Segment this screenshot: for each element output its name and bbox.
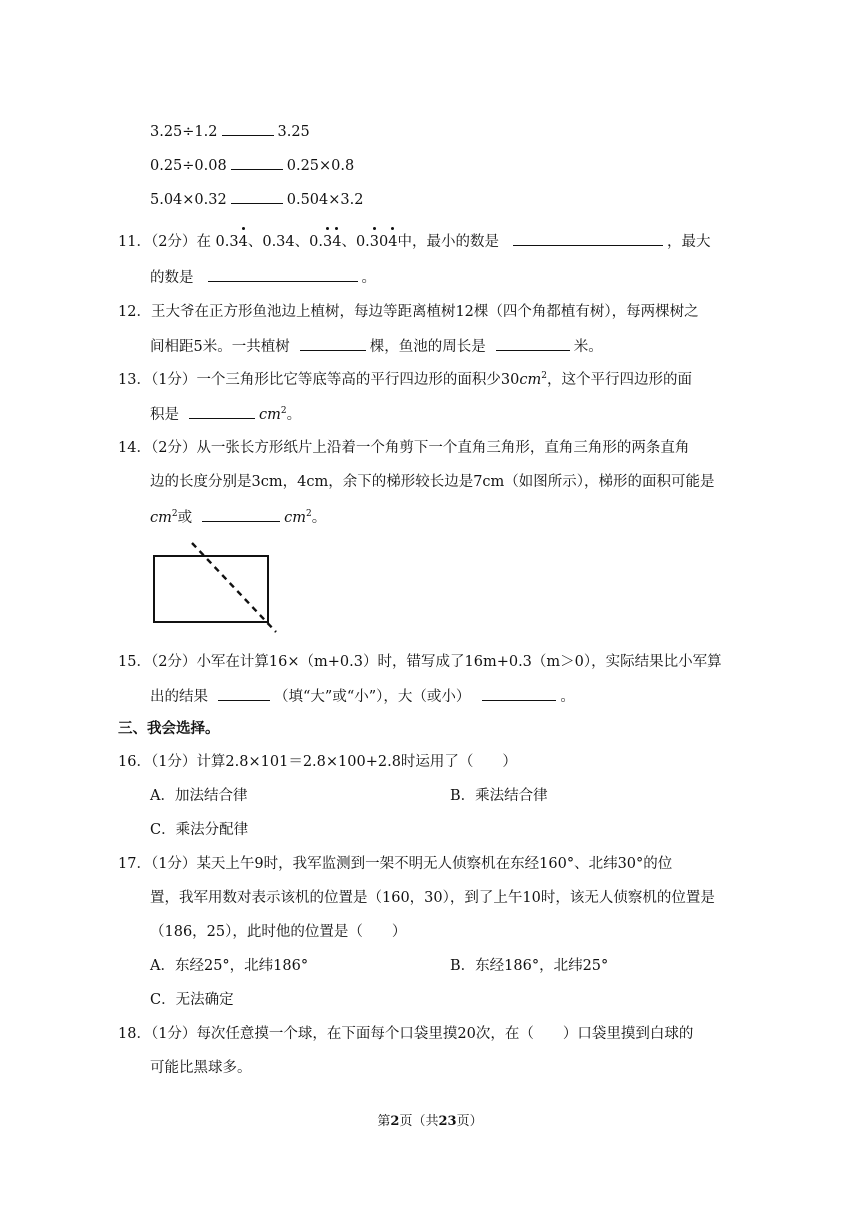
answer-blank[interactable] [231, 189, 283, 204]
footer-text: 第 [377, 1114, 391, 1129]
question-12-line-2 [150, 336, 603, 357]
question-number: 11． [118, 234, 151, 250]
question-text: ，这个平行四边形的面 [547, 372, 692, 388]
answer-blank[interactable] [202, 507, 280, 522]
question-score: （2分） [150, 234, 197, 250]
answer-blank[interactable] [513, 231, 663, 246]
compare-row-1 [150, 121, 310, 142]
question-text: 积是 [150, 407, 179, 423]
question-text: 从一张长方形纸片上沿着一个角剪下一个直角三角形，直角三角形的两条直角 [196, 440, 690, 456]
compare-right: 0.25×0.8 [286, 158, 355, 174]
superscript: 2 [541, 371, 547, 382]
question-text: 的数是 [150, 270, 194, 286]
question-17-line-2: 置，我军用数对表示该机的位置是（160，30），到了上午10时，该无人侦察机的位置是 [150, 890, 715, 906]
question-number: 13． [118, 372, 151, 388]
footer-text: 页） [456, 1114, 483, 1129]
question-15-line-2 [150, 686, 575, 707]
question-text: 某天上午9时，我军监测到一架不明无人侦察机在东经160°、北纬30°的位 [196, 856, 673, 872]
option-a[interactable]: A．加法结合律 [150, 788, 248, 804]
repeating-digit: 4 [388, 234, 398, 250]
unit: cm [284, 510, 306, 526]
question-text: 。 [560, 689, 575, 705]
separator: 、 [294, 234, 310, 250]
number-part: 0. [355, 234, 370, 250]
question-14-line-2 [150, 472, 715, 492]
number-2: 0.34 [262, 234, 295, 250]
question-text: 出的结果 [150, 689, 208, 705]
answer-blank[interactable] [189, 404, 255, 419]
question-13-line-1 [118, 370, 692, 390]
question-text: 。 [286, 407, 302, 423]
repeating-digit: 3 [322, 234, 333, 250]
question-text: 或 [177, 510, 193, 526]
compare-right: 0.504×3.2 [286, 192, 364, 208]
question-text: 中，最小的数是 [397, 234, 499, 250]
question-text: 计算2.8×101＝2.8×100+2.8时运用了（ ） [196, 754, 517, 770]
question-number: 14． [118, 440, 151, 456]
separator: 、 [341, 234, 356, 250]
unit: cm [519, 372, 542, 388]
page-footer [0, 1110, 860, 1129]
question-text: 间相距5米。一共植树 [150, 339, 290, 355]
option-b[interactable]: B．东经186°，北纬25° [450, 958, 609, 974]
repeating-digit: 4 [238, 234, 248, 250]
separator: 、 [247, 234, 263, 250]
answer-blank[interactable] [208, 267, 358, 282]
compare-left: 3.25÷1.2 [150, 124, 218, 140]
question-13-line-2 [150, 404, 301, 425]
number-part: 0.3 [215, 234, 239, 250]
question-score: （1分） [150, 372, 197, 388]
question-18-line-1 [118, 1024, 693, 1044]
question-number: 17． [118, 856, 151, 872]
question-14-line-3 [150, 507, 326, 528]
question-text: 一个三角形比它等底等高的平行四边形的面积少30 [196, 372, 520, 388]
question-text: 王大爷在正方形鱼池边上植树，每边等距离植树12棵（四个角都植有树），每两棵树之 [150, 304, 699, 320]
page-number: 2 [390, 1114, 400, 1129]
question-number: 12． [118, 304, 151, 320]
question-text: 小军在计算16×（m+0.3）时，错写成了16m+0.3（m＞0），实际结果比小军算 [196, 654, 722, 670]
compare-left: 5.04×0.32 [150, 192, 227, 208]
option-c[interactable]: C．无法确定 [150, 992, 234, 1008]
question-number: 15． [118, 654, 151, 670]
question-17-line-1 [118, 854, 672, 874]
question-text: 每次任意摸一个球，在下面每个口袋里摸20次，在（ ）口袋里摸到白球的 [196, 1026, 694, 1042]
compare-row-2 [150, 155, 354, 176]
question-14-line-1 [118, 438, 689, 458]
question-text: 在 [196, 234, 211, 250]
superscript: 2 [171, 509, 178, 520]
question-score: （1分） [150, 754, 197, 770]
question-18-line-2: 可能比黑球多。 [150, 1060, 252, 1076]
answer-blank[interactable] [222, 121, 274, 136]
compare-row-3 [150, 189, 363, 210]
question-text: ，最大 [667, 234, 711, 250]
section-heading: 三、我会选择。 [118, 720, 220, 737]
answer-blank[interactable] [231, 155, 283, 170]
compare-left: 0.25÷0.08 [150, 158, 227, 174]
question-11-line-2 [150, 267, 376, 288]
question-text: 棵，鱼池的周长是 [369, 339, 486, 355]
repeating-digit: 4 [332, 234, 342, 250]
answer-blank[interactable] [496, 336, 570, 351]
question-number: 16． [118, 754, 151, 770]
superscript: 2 [280, 406, 287, 417]
repeating-digit: 3 [369, 234, 380, 250]
question-12-line-1 [118, 302, 699, 322]
number-1 [216, 234, 248, 250]
option-c[interactable]: C．乘法分配律 [150, 822, 249, 838]
question-score: （1分） [150, 856, 197, 872]
question-score: （2分） [150, 440, 197, 456]
question-text: 边的长度分别是3cm，4cm，余下的梯形较长边是7cm（如图所示），梯形的面积可能是 [150, 474, 715, 490]
number-3 [309, 234, 341, 250]
rectangle-cut-figure [150, 540, 282, 635]
question-score: （1分） [150, 1026, 197, 1042]
footer-text: 页（共 [399, 1114, 439, 1129]
number-part: 0 [379, 234, 389, 250]
number-4 [356, 234, 398, 250]
question-text: （填“大”或“小”），大（或小） [274, 689, 471, 705]
rectangle-outline [154, 556, 268, 622]
option-b[interactable]: B．乘法结合律 [450, 788, 548, 804]
question-15-line-1 [118, 652, 722, 672]
superscript: 2 [305, 509, 312, 520]
question-16-stem [118, 752, 517, 772]
unit: cm [259, 407, 281, 423]
compare-right: 3.25 [277, 124, 310, 140]
question-text: 米。 [573, 339, 603, 355]
unit: cm [150, 510, 172, 526]
question-17-line-3: （186，25），此时他的位置是（ ） [150, 924, 407, 940]
question-number: 18． [118, 1026, 151, 1042]
question-text: 。 [361, 270, 376, 286]
answer-blank[interactable] [218, 686, 270, 701]
question-11-line-1 [118, 231, 711, 252]
option-a[interactable]: A．东经25°，北纬186° [150, 958, 309, 974]
answer-blank[interactable] [482, 686, 556, 701]
answer-blank[interactable] [300, 336, 366, 351]
question-score: （2分） [150, 654, 197, 670]
number-part: 0. [309, 234, 323, 250]
total-pages: 23 [438, 1114, 457, 1129]
question-text: 。 [311, 510, 327, 526]
